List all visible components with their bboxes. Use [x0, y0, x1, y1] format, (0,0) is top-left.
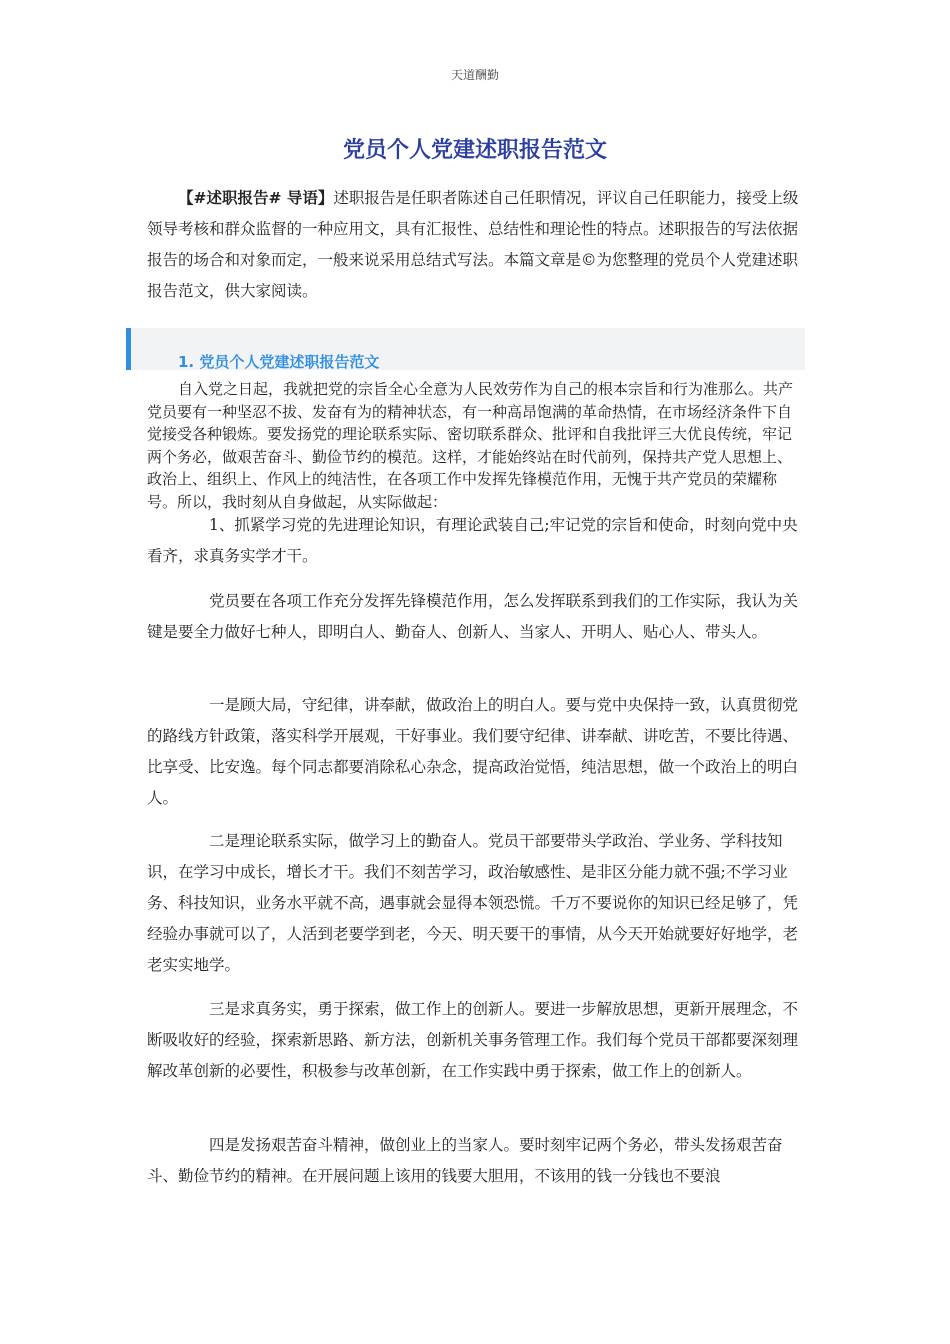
body-paragraph-1: 1、抓紧学习党的先进理论知识，有理论武装自己;牢记党的宗旨和使命，时刻向党中央看齐，求真务实学才干。 — [147, 516, 798, 565]
intro-paragraph — [147, 183, 805, 307]
document-title: 党员个人党建述职报告范文 — [342, 138, 607, 163]
body-paragraph-6: 四是发扬艰苦奋斗精神，做创业上的当家人。要时刻牢记两个务必，带头发扬艰苦奋斗、勤俭节约的精神。在开展问题上该用的钱要大胆用，不该用的钱一分钱也不要浪 — [147, 1136, 783, 1185]
body-paragraph-intro: 自入党之日起，我就把党的宗旨全心全意为人民效劳作为自己的根本宗旨和行为准那么。共产党员要有一种坚忍不拔、发奋有为的精神状态，有一种高昂饱满的革命热情，在市场经济条件下自觉接受各种锻炼。要发扬党的理论联系实际、密切联系群众、批评和自我批评三大优良传统，牢记两个务必，做艰苦奋斗、勤俭节约的模范。这样，才能始终站在时代前列，保持共产党人思想上、政治上、组织上、作风上的纯洁性，在各项工作中发挥先锋模范作用，无愧于共产党员的荣耀称号。所以，我时刻从自身做起，从实际做起： — [147, 380, 794, 511]
intro-tag: 【#述职报告# 导语】 — [178, 189, 334, 207]
section-heading: 1. 党员个人党建述职报告范文 — [178, 353, 380, 371]
body-paragraph-3: 一是顾大局，守纪律，讲奉献，做政治上的明白人。要与党中央保持一致，认真贯彻党的路线方针政策，落实科学开展观，干好事业。我们要守纪律、讲奉献、讲吃苦，不要比待遇、比享受、比安逸。每个同志都要消除私心杂念，提高政治觉悟，纯洁思想，做一个政治上的明白人。 — [147, 696, 799, 807]
page-header: 天道酬勤 — [450, 68, 499, 82]
body-paragraph-5: 三是求真务实，勇于探索，做工作上的创新人。要进一步解放思想，更新开展理念，不断吸收好的经验，探索新思路、新方法，创新机关事务管理工作。我们每个党员干部都要深刻理解改革创新的必要性，积极参与改革创新，在工作实践中勇于探索，做工作上的创新人。 — [147, 1000, 799, 1080]
body-paragraph-2: 党员要在各项工作充分发挥先锋模范作用，怎么发挥联系到我们的工作实际，我认为关键是要全力做好七种人，即明白人、勤奋人、创新人、当家人、开明人、贴心人、带头人。 — [147, 592, 799, 641]
intro-text: 述职报告是任职者陈述自己任职情况，评议自己任职能力，接受上级领导考核和群众监督的一种应用文，具有汇报性、总结性和理论性的特点。述职报告的写法依据报告的场合和对象而定，一般来说采用总结式写法。本篇文章是©为您整理的党员个人党建述职报告范文，供大家阅读。 — [147, 189, 799, 300]
body-paragraph-4: 二是理论联系实际，做学习上的勤奋人。党员干部要带头学政治、学业务、学科技知识，在学习中成长，增长才干。我们不刻苦学习，政治敏感性、是非区分能力就不强;不学习业务、科技知识，业务水平就不高，遇事就会显得本领恐慌。千万不要说你的知识已经足够了，凭经验办事就可以了，人活到老要学到老，今天、明天要干的事情，从今天开始就要好好地学，老老实实地学。 — [147, 832, 799, 974]
section-accent-bar — [126, 328, 131, 370]
